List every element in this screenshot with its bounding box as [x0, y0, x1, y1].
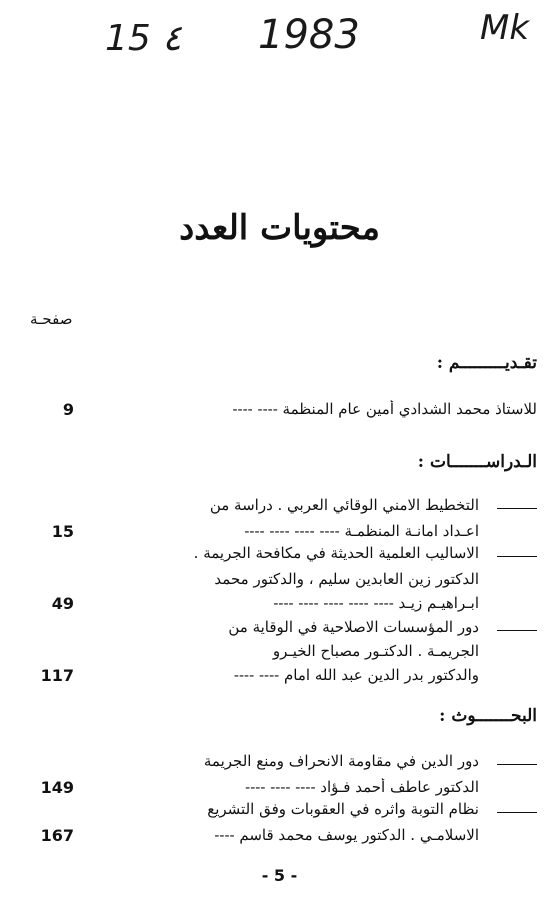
entry-line: ابـراهيـم زيـد ---- ---- ---- ---- ---- — [273, 594, 479, 612]
page-title: محتويات العدد — [179, 208, 380, 248]
entry-dash — [497, 630, 537, 631]
entry-line: الاساليب العلمية الحديثة في مكافحة الجريمة . — [193, 544, 479, 562]
entry-line: الاسلامـي . الدكتور يوسف محمد قاسم ---- — [214, 826, 479, 844]
preface-entry-line: للاستاذ محمد الشدادي أمين عام المنظمة ---- ---- — [232, 400, 537, 418]
entry-line: الدكتور عاطف أحمد فـؤاد ---- ---- ---- — [245, 778, 479, 796]
entry-page-number: 15 — [51, 522, 74, 541]
entry-line: التخطيط الامني الوقائي العربي . دراسة من — [209, 496, 479, 514]
handwritten-annotation-year: 1983 — [258, 12, 360, 58]
entry-dash — [497, 764, 537, 765]
entry-page-number: 167 — [40, 826, 74, 845]
handwritten-annotation-left: 15 ٤ — [105, 18, 182, 59]
entry-dash — [497, 556, 537, 557]
page-number-footer: - 5 - — [261, 866, 298, 885]
entry-page-number: 117 — [40, 666, 74, 685]
entry-dash — [497, 508, 537, 509]
entry-line: نظام التوبة واثره في العقوبات وفق التشريع — [207, 800, 479, 818]
section-heading-research: البحـــــــوث : — [439, 706, 537, 726]
page-column-label: صفحـة — [30, 310, 73, 328]
section-heading-preface: تقـديـــــــــم : — [436, 353, 537, 373]
entry-line: اعـداد امانـة المنظمـة ---- ---- ---- ---- — [244, 522, 479, 540]
preface-page-number: 9 — [62, 400, 74, 419]
entry-line: دور الدين في مقاومة الانحراف ومنع الجريمة — [203, 752, 479, 770]
entry-dash — [497, 812, 537, 813]
handwritten-annotation-right: Mk — [480, 8, 530, 48]
entry-page-number: 49 — [51, 594, 74, 613]
entry-line: الدكتور زين العابدين سليم ، والدكتور محمد — [214, 570, 479, 588]
entry-line: والدكتور بدر الدين عبد الله امام ---- ---- — [233, 666, 479, 684]
section-heading-studies: الـدراســـــــات : — [417, 452, 537, 472]
entry-line: دور المؤسسات الاصلاحية في الوقاية من — [228, 618, 479, 636]
entry-line: الجريمـة . الدكتـور مصباح الخيـرو — [272, 642, 479, 660]
entry-page-number: 149 — [40, 778, 74, 797]
